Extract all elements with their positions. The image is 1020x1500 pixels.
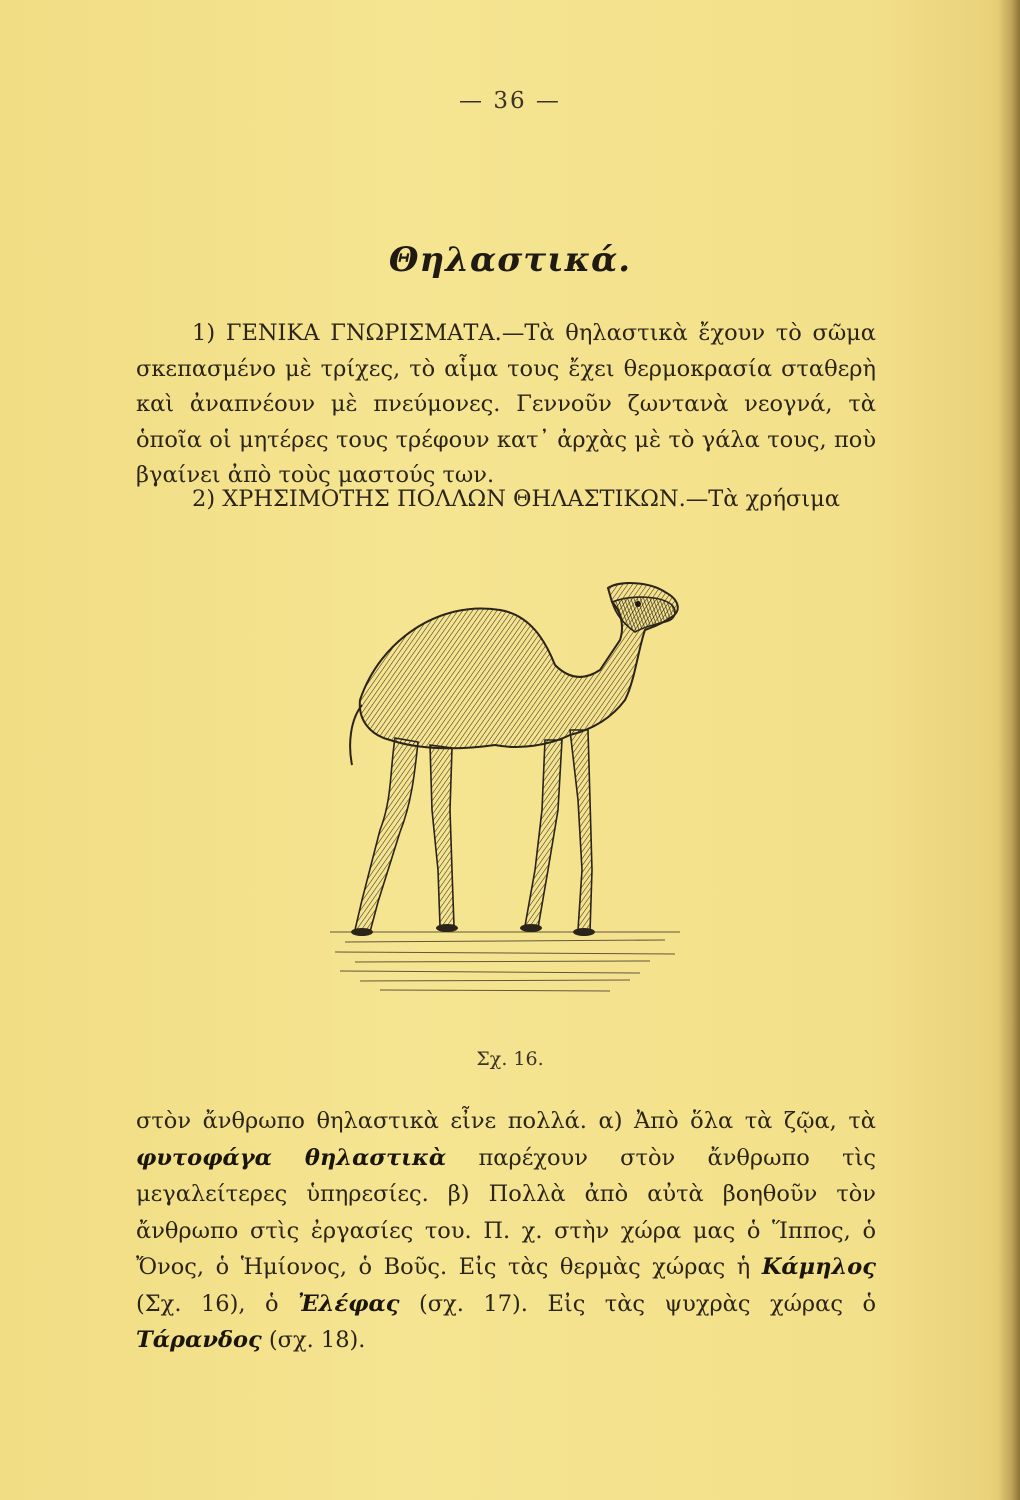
camel-feet (351, 924, 595, 936)
paragraph-text: —Τὰ χρήσιμα (685, 486, 840, 512)
paragraph-continuation (136, 1103, 876, 1359)
emphasis-elephant: Ἐλέφας (298, 1290, 400, 1317)
emphasis-reindeer: Τάρανδος (136, 1327, 262, 1353)
paragraph-usefulness (136, 482, 876, 518)
section-label: 1) ΓΕΝΙΚΑ ΓΝΩΡΙΣΜΑΤΑ. (192, 320, 502, 346)
paragraph-text: (σχ. 18). (268, 1327, 366, 1353)
paragraph-text: —Τὰ θηλαστικὰ ἔχουν τὸ σῶμα σκεπασμένο μὲ τρίχες, τὸ αἷμα τους ἔχει θερμοκρασία σταθερὴ καὶ ἀναπνέουν μὲ πνεύμονες. Γεννοῦν ζωντανὰ νεογνά, τὰ ὁποῖα οἱ μητέρες τους τρέφουν κατ᾽ ἀρχὰς μὲ τὸ γάλα τους, ποὺ βγαίνει ἀπὸ τοὺς μαστούς των. (136, 320, 877, 488)
paragraph-general-features (136, 316, 876, 494)
paragraph-text: στὸν ἄνθρωπο θηλαστικὰ εἶνε πολλά. α) Ἀπὸ ὅλα τὰ ζῷα, τὰ (136, 1108, 876, 1134)
camel-illustration (320, 570, 700, 1010)
page-number: — 36 — (459, 88, 561, 114)
emphasis-camel: Κάμηλος (761, 1254, 876, 1280)
section-label: 2) ΧΡΗΣΙΜΟΤΗΣ ΠΟΛΛΩΝ ΘΗΛΑΣΤΙΚΩΝ. (192, 486, 686, 512)
emphasis-herbivores: φυτοφάγα θηλαστικὰ (136, 1144, 447, 1171)
page-edge-shadow (998, 0, 1020, 1500)
paragraph-text: (Σχ. 16), ὁ (136, 1290, 279, 1317)
paragraph-text: παρέχουν στὸν ἄνθρωπο τὶς μεγαλείτερες ὑπηρεσίες. β) Πολλὰ ἀπὸ αὐτὰ βοηθοῦν τὸν ἄνθρωπο στὶς ἐργασίες του. Π. χ. στὴν χώρα μας ὁ Ἵππος, ὁ Ὄνος, ὁ Ἡμίονος, ὁ Βοῦς. Εἰς τὰς θερμὰς χώρας ἡ (136, 1144, 876, 1280)
paragraph-text: (σχ. 17). Εἰς τὰς ψυχρὰς χώρας ὁ (419, 1290, 876, 1317)
ground-hatching (330, 932, 680, 991)
figure-caption: Σχ. 16. (476, 1048, 544, 1070)
page-title: Θηλαστικά. (388, 240, 632, 280)
